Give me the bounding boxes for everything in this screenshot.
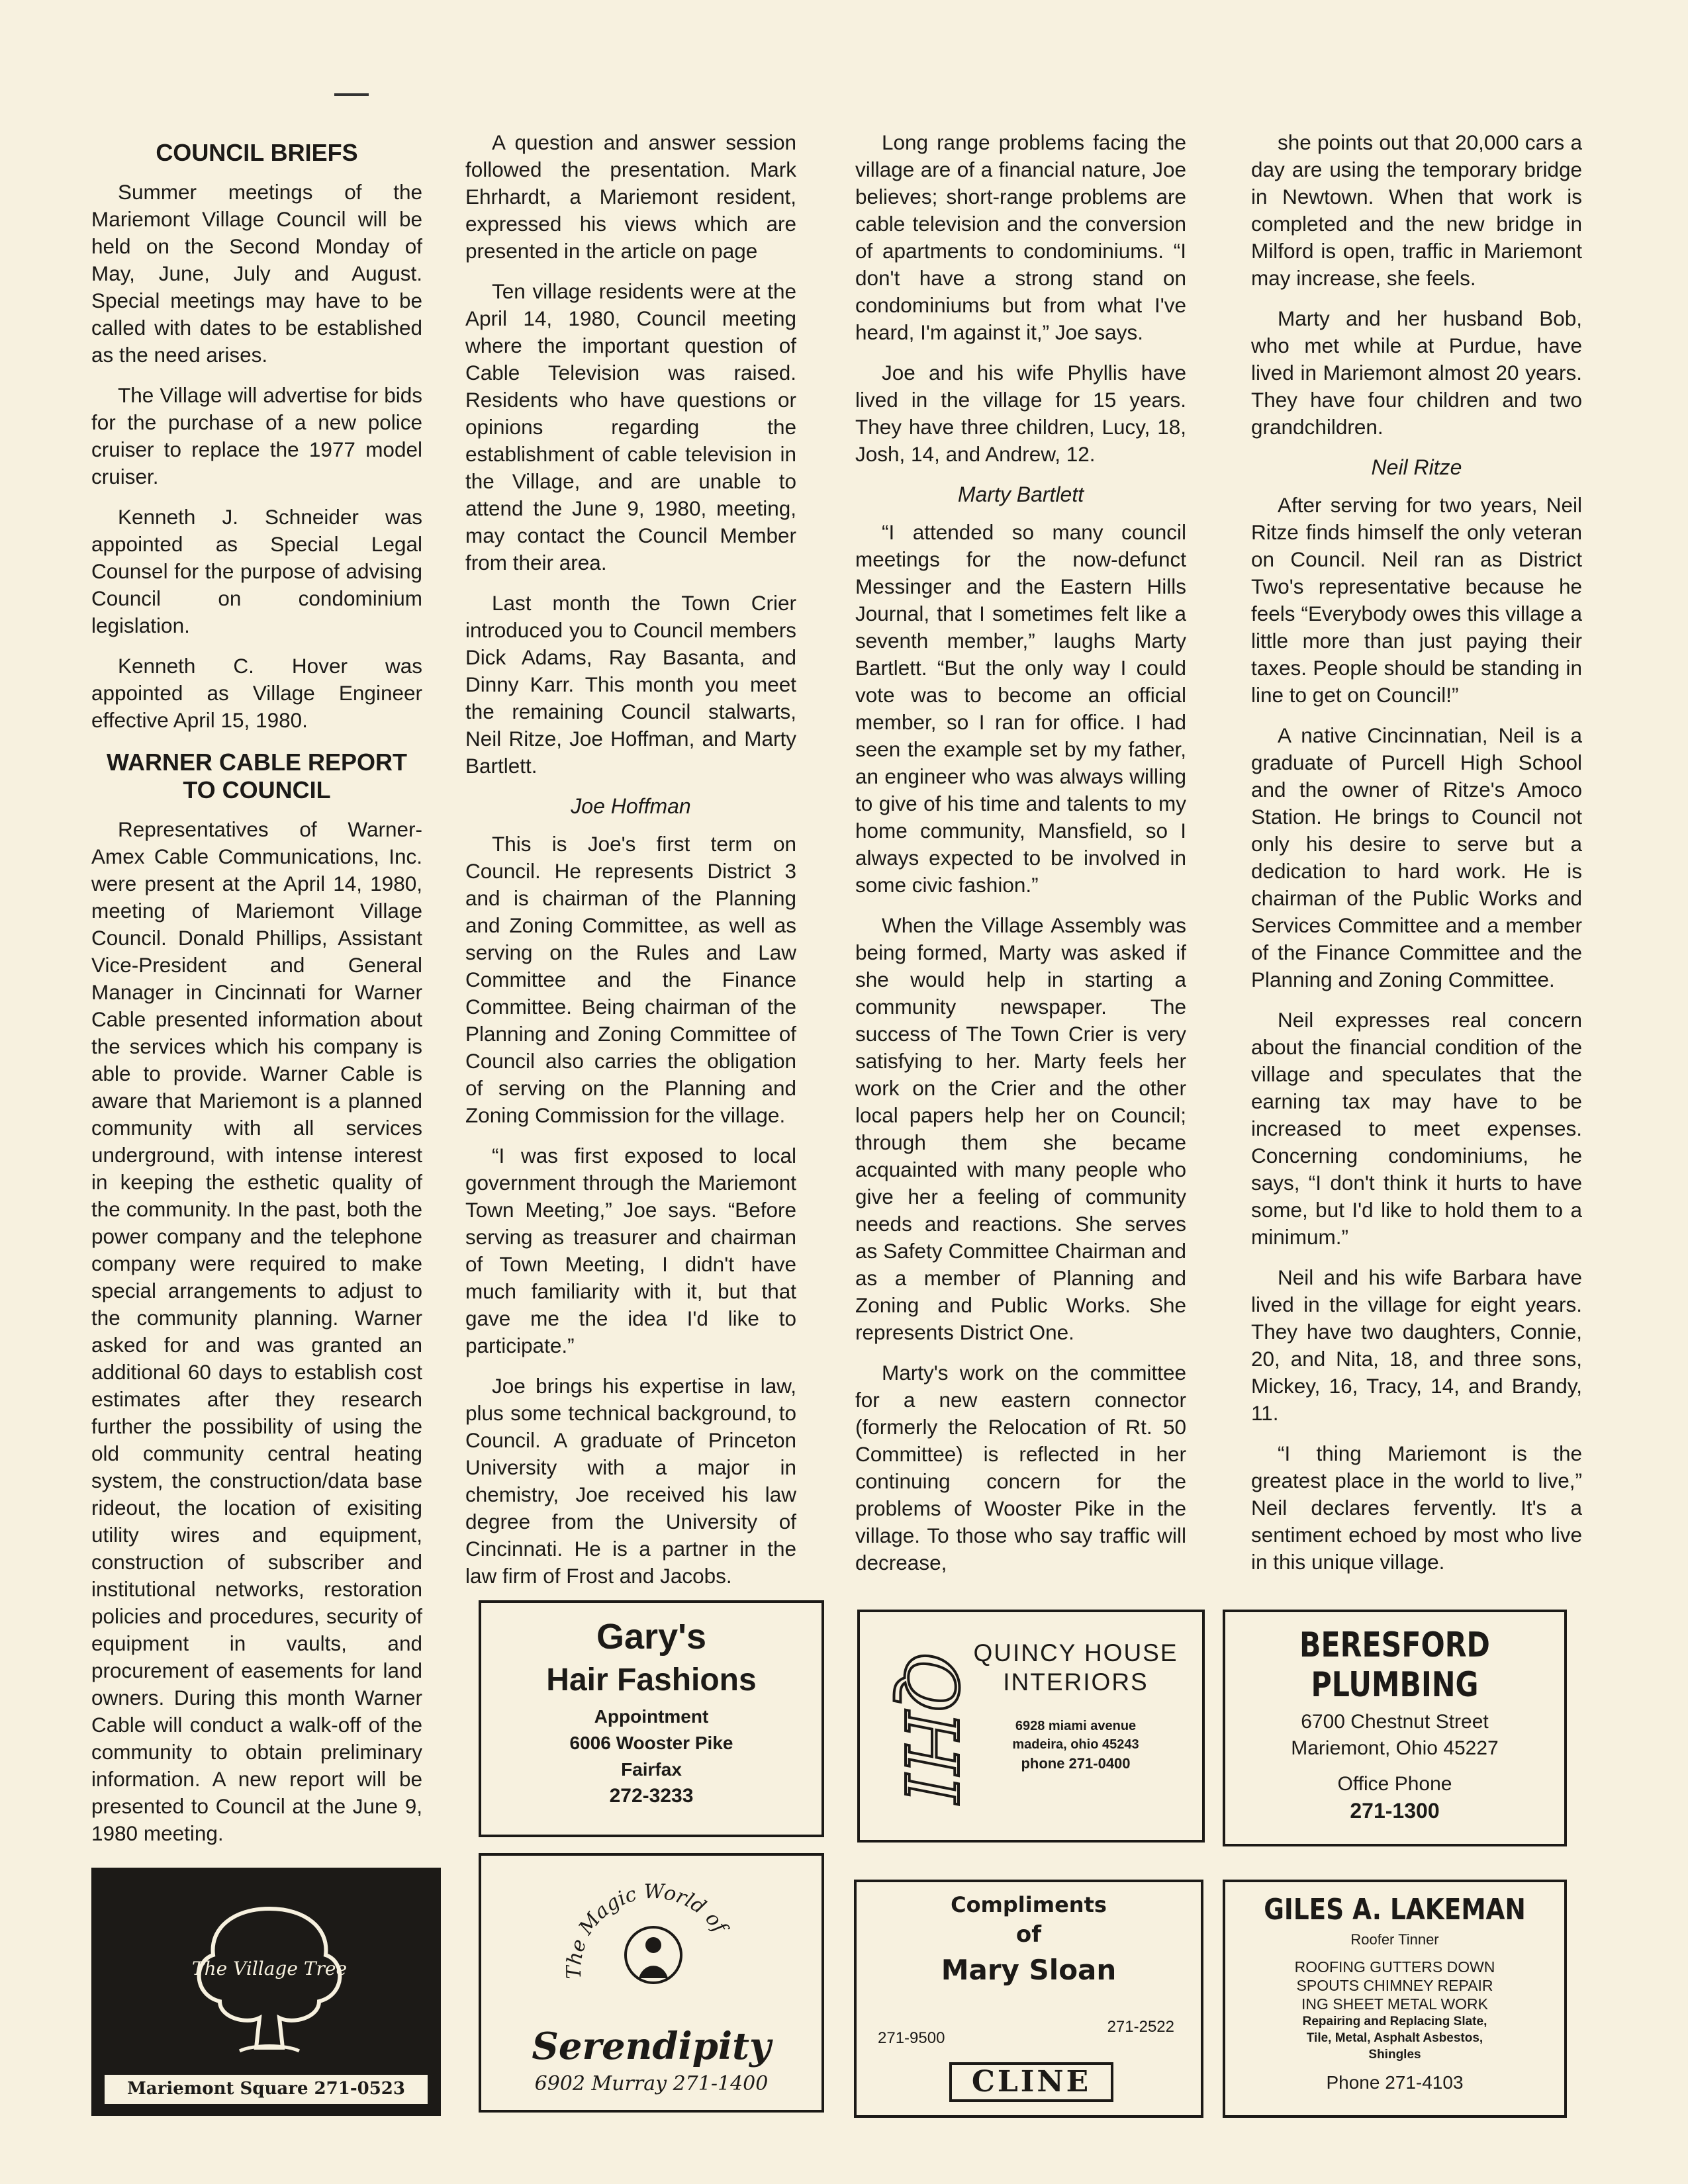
ad-text: SPOUTS CHIMNEY REPAIR [1296,1977,1493,1994]
ad-mary-sloan [854,1880,1203,2118]
paragraph: Neil expresses real concern about the financial condition of the village and speculates that the earning tax may have to be increased to meet expenses. Concerning condominiums, he says, “I don't think it hurts to have some, but I'd like to hold them to a minimum.” [1251,1008,1582,1249]
ad-subtitle: PLUMBING [1311,1665,1479,1705]
ad-text: Tile, Metal, Asphalt Asbestos, [1306,2031,1483,2045]
monogram-text: QHI [888,1651,973,1803]
paragraph: Last month the Town Crier introduced you to Council members Dick Adams, Ray Basanta, and Dinny Karr. This month you meet the remaining Council stalwarts, Neil Ritze, Joe Hoffman, and Marty Bartlett. [465,591,796,778]
ad-text: Compliments [951,1892,1107,1917]
paragraph: Ten village residents were at the April 14, 1980, Council meeting where the important question of Cable Television was raised. Residents who have questions or opinions regarding the establishment of cable television in the Village, and are unable to attend the June 9, 1980, meeting, may contact the Council Member from their area. [465,279,796,574]
svg-text:The Magic World of [563,1880,733,1979]
joe-hoffman-subhead: Joe Hoffman [571,794,691,818]
ad-giles-lakeman [1223,1880,1567,2118]
paragraph: Representatives of Warner-Amex Cable Communications, Inc. were present at the April 14, 1980, meeting of Mariemont Village Council. Donald Phillips, Assistant Vice-President and General Manager in Cincinnati for Warner Cable presented information about the services which his company is able to provide. Warner Cable is aware that Mariemont is a planned community with all services underground, with intense interest in keeping the esthetic quality of the community. In the past, both the power company and the telephone company were required to make special arrangements to adjust to the community planning. Warner asked for and was granted an additional 60 days to establish cost estimates after they research further the possibility of using the old community central heating system, the construction/data base rideout, the location of exisiting utility wires and equipment, construction of subscriber and institutional networks, restoration policies and procedures, security of equipment in vaults, and procurement of easements for land owners. During this month Warner Cable will conduct a walk-off of the community to obtain preliminary information. A new report will be presented to Council at the June 9, 1980 meeting. [91,817,422,1845]
ad-subtitle: Hair Fashions [546,1662,757,1698]
ad-phone: 272-3233 [609,1785,694,1807]
ad-text: Shingles [1368,2048,1421,2062]
ad-address: 6902 Murray 271-1400 [534,2072,769,2095]
paragraph: Kenneth J. Schneider was appointed as Special Legal Counsel for the purpose of advising Council on condominium legislation. [91,505,422,637]
ad-city: madeira, ohio 45243 [1012,1737,1139,1752]
ad-subtitle: INTERIORS [1003,1668,1149,1696]
ad-garys-hair-fashions [479,1600,824,1837]
paragraph: Marty's work on the committee for a new eastern connector (formerly the Relocation of Rt. 50 Committee) is reflected in her continuing concern for the problems of Wooster Pike in the village. To those who say traffic will decrease, [855,1361,1186,1574]
ad-city: Mariemont, Ohio 45227 [1291,1737,1499,1759]
ad-text: of [1015,1921,1042,1948]
paragraph: Marty and her husband Bob, who met while at Purdue, have lived in Mariemont almost 20 years. They have four children and two grandchildren. [1251,306,1582,439]
council-briefs-heading: COUNCIL BRIEFS [156,139,358,166]
paragraph: “I attended so many council meetings for the now-defunct Messinger and the Eastern Hills Journal, that I sometimes felt like a seventh member,” laughs Marty Bartlett. “But the only way I could vote was to become an official member, so I ran for office. I had seen the example set by my father, an engineer who was always willing to give of his time and talents to my home community, Mansfield, so I always expected to be involved in some civic fashion.” [855,520,1186,897]
ad-title: GILES A. LAKEMAN [1264,1893,1526,1927]
ad-phone: 271-1300 [1350,1799,1440,1823]
ad-serendipity [479,1853,824,2113]
paragraph: Long range problems facing the village are of a financial nature, Joe believes; short-range problems are cable television and the conversion of apartments to condominiums. “I don't have a strong stand on condominiums but from what I've heard, I'm against it,” Joe says. [855,130,1186,344]
cline-logo: CLINE [949,2062,1113,2102]
paragraph: The Village will advertise for bids for the purchase of a new police cruiser to replace the 1977 model cruiser. [91,383,422,488]
column-1 [91,129,422,1860]
ad-title: Serendipity [532,2025,771,2068]
paragraph: Kenneth C. Hover was appointed as Village Engineer effective April 15, 1980. [91,654,422,732]
ad-title: QUINCY HOUSE [973,1639,1178,1666]
ad-address: 6006 Wooster Pike [569,1733,733,1753]
neil-ritze-subhead: Neil Ritze [1371,455,1462,479]
paragraph: Joe brings his expertise in law, plus some technical background, to Council. A graduate of Princeton University with a major in chemistry, Joe received his law degree from the University of Cincinnati. He is a partner in the law firm of Frost and Jacobs. [465,1374,796,1588]
ad-text: ROOFING GUTTERS DOWN [1294,1958,1495,1976]
ad-phone: Phone 271-4103 [1326,2072,1464,2093]
paragraph: This is Joe's first term on Council. He represents District 3 and is chairman of the Planning and Zoning Committee, as well as serving on the Rules and Law Committee and the Finance Committee. Being chairman of the Planning and Zoning Committee of Council also carries the obligation of serving on the Planning and Zoning Commission for the village. [465,832,796,1127]
ad-village-tree [91,1868,441,2116]
warner-cable-heading: WARNER CABLE REPORT TO COUNCIL [106,749,407,803]
paragraph: A question and answer session followed the presentation. Mark Ehrhardt, a Mariemont resident, expressed his views which are presented in the article on page [465,130,796,263]
page-mark [334,93,369,96]
ad-city: Fairfax [621,1759,682,1780]
ad-caption: Mariemont Square 271-0523 [103,2073,429,2105]
paragraph: When the Village Assembly was being formed, Marty was asked if she would help in starting a community newspaper. The success of The Town Crier is very satisfying to her. Marty feels her work on the Crier and the other local papers help her on Council; through them she became acquainted with many people who give her a feeling of community needs and reactions. She serves as Safety Committee Chairman and as a member of Planning and Zoning and Public Works. She represents District One. [855,913,1186,1344]
qhi-monogram-logo [869,1635,973,1820]
serendipity-logo [561,1869,746,2021]
ad-text: Repairing and Replacing Slate, [1302,2015,1487,2028]
ad-phone: phone 271-0400 [1021,1755,1131,1772]
ad-address: 6928 miami avenue [1015,1719,1137,1733]
paragraph: Summer meetings of the Mariemont Village Council will be held on the Second Monday of May, June, July and August. Special meetings may have to be called with dates to be established as the need arises. [91,180,422,367]
ad-phone-label: Office Phone [1337,1773,1452,1795]
ad-title: Gary's [596,1617,706,1657]
paragraph: “I was first exposed to local government through the Mariemont Town Meeting,” Joe says. “Before serving as treasurer and chairman of Town Meeting, I didn't have much familiarity with it, but that gave me the idea I'd like to participate.” [465,1144,796,1357]
paragraph: After serving for two years, Neil Ritze finds himself the only veteran on Council. Neil ran as District Two's representative because he feels “Everybody owes this village a little more than just paying their taxes. People should be standing in line to get on Council!” [1251,493,1582,707]
column-4 [1251,129,1582,1589]
ad-subtitle: Roofer Tinner [1350,1931,1439,1948]
column-3 [855,129,1186,1590]
column-2 [465,129,796,1603]
ad-title: Mary Sloan [941,1954,1117,1986]
ad-title: BERESFORD [1299,1625,1490,1665]
paragraph: “I thing Mariemont is the greatest place in the world to live,” Neil declares fervently. It's a sentiment echoed by most who live in this unique village. [1251,1441,1582,1574]
arc-text: The Magic World of [562,1880,731,1979]
paragraph: A native Cincinnatian, Neil is a graduate of Purcell High School and the owner of Ritze's Amoco Station. He brings to Council not only his desire to serve but a dedication to hard work. He is chairman of the Public Works and Services Committee and a member of the Finance Committee and the Planning and Zoning Committee. [1251,723,1582,991]
logo-text: The Village Tree [191,1958,348,1979]
ad-phone: 271-2522 [1107,2018,1174,2036]
tree-logo-icon [173,1882,365,2074]
ad-text: Appointment [594,1706,709,1727]
ad-quincy-house-interiors [857,1610,1205,1843]
paragraph: Joe and his wife Phyllis have lived in the village for 15 years. They have three children, Lucy, 18, Josh, 14, and Andrew, 12. [855,361,1186,466]
ad-address: 6700 Chestnut Street [1301,1711,1489,1733]
ad-text: ING SHEET METAL WORK [1301,1995,1488,2013]
paragraph: Neil and his wife Barbara have lived in the village for eight years. They have two daughters, Connie, 20, and Nita, 18, and three sons, Mickey, 16, Tracy, 14, and Brandy, 11. [1251,1265,1582,1425]
ad-phone: 271-9500 [878,2029,945,2047]
marty-bartlett-subhead: Marty Bartlett [957,482,1084,506]
paragraph: she points out that 20,000 cars a day are using the temporary bridge in Newtown. When that work is completed and the new bridge in Milford is open, traffic in Mariemont may increase, she feels. [1251,130,1582,290]
ad-beresford-plumbing [1223,1610,1567,1846]
